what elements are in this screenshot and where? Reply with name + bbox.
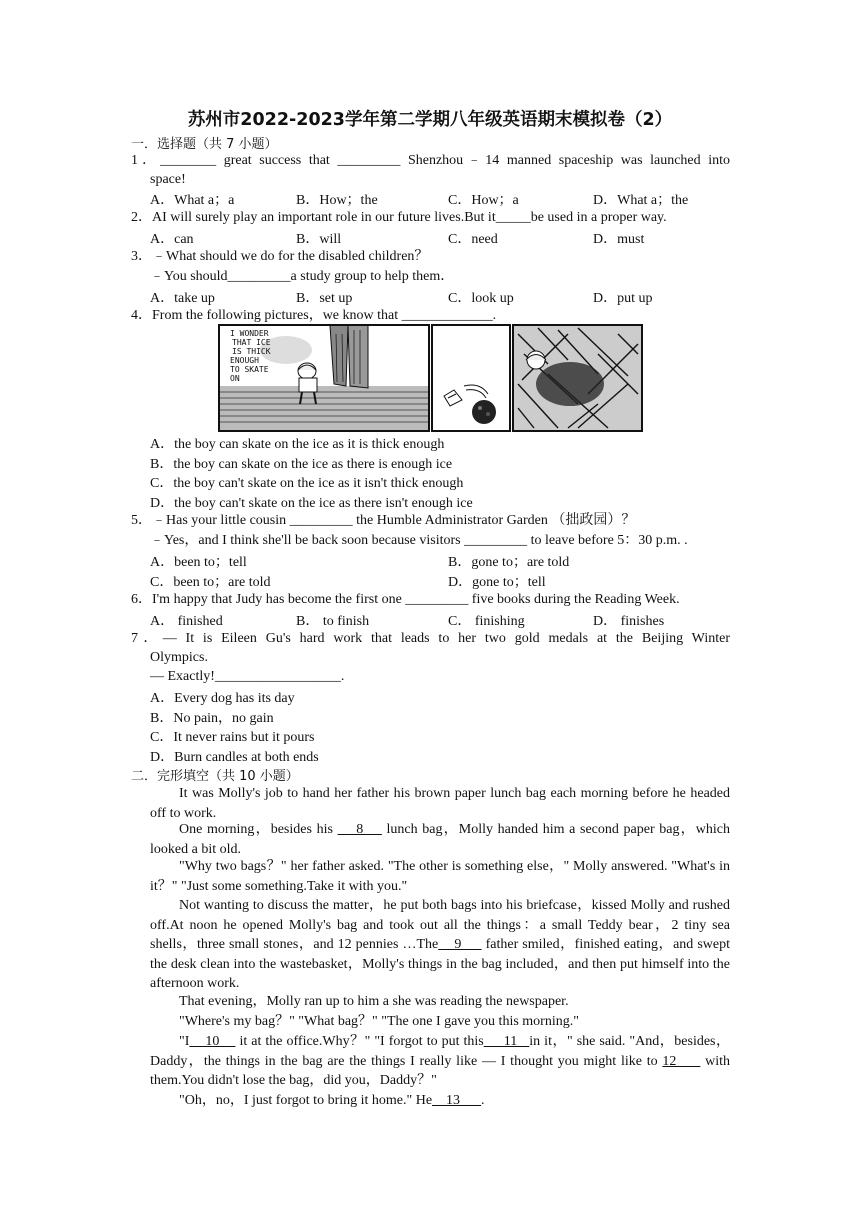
question-7-response: — Exactly!__________________. <box>150 669 345 684</box>
question-7-option-a: A．Every dog has its day <box>150 691 295 706</box>
question-4-option-d: D．the boy can't skate on the ice as there isn't enough ice <box>150 496 473 511</box>
blank-9: 9 <box>438 937 482 952</box>
question-5-option-c: C．been to；are told <box>150 575 271 590</box>
passage-paragraph-3: "Why two bags？" her father asked. "The other is something else，" Molly answered. "What's in it？" "Just some something.Take it with you." <box>150 859 730 894</box>
question-5-option-b: B．gone to；are told <box>448 555 570 570</box>
question-7-option-b: B．No pain，no gain <box>150 711 274 726</box>
question-2-stem: 2．AI will surely play an important role in our future lives.But it_____be used in a proper way. <box>131 210 667 225</box>
question-7-stem: 7．— It is Eileen Gu's hard work that leads to her two gold medals at the Beijing Winter <box>131 631 730 646</box>
question-3-stem: 3．﹣What should we do for the disabled children？ <box>131 249 429 264</box>
comic-panel-2 <box>432 325 510 431</box>
blank-13: 13 <box>432 1093 482 1108</box>
comic-text-line-3: IS THICK <box>232 347 271 356</box>
passage-paragraph-6: "Where's my bag？" "What bag？" "The one I gave you this morning." <box>179 1014 579 1029</box>
comic-strip-image <box>218 324 643 432</box>
question-6-option-a: A． finished <box>150 614 223 629</box>
blank-11: 11 <box>483 1034 530 1049</box>
question-6-option-c: C． finishing <box>448 614 525 629</box>
question-6-option-d: D． finishes <box>593 614 665 629</box>
comic-text-line-2: THAT ICE <box>232 338 271 347</box>
blank-10: 10 <box>189 1034 236 1049</box>
question-3-stem-cont: ﹣You should_________a study group to help them． <box>150 269 455 284</box>
question-1-stem-cont: space! <box>150 172 186 187</box>
question-1-option-d: D．What a；the <box>593 193 689 208</box>
exam-title: 苏州市2022-2023学年第二学期八年级英语期末模拟卷（2） <box>187 110 673 130</box>
question-2-option-c: C．need <box>448 232 498 247</box>
question-4-stem: 4．From the following pictures，we know that _____________. <box>131 308 497 323</box>
passage-paragraph-5: That evening，Molly ran up to him a she was reading the newspaper. <box>179 994 569 1009</box>
passage-paragraph-1: It was Molly's job to hand her father his brown paper lunch bag each morning before he headed off to work. <box>150 786 730 821</box>
comic-text-line-5: TO SKATE <box>230 365 269 374</box>
question-4-option-b: B．the boy can skate on the ice as there is enough ice <box>150 457 453 472</box>
comic-panel-3 <box>513 325 642 431</box>
blank-8: 8 <box>337 822 382 837</box>
passage-paragraph-8: "Oh，no，I just forgot to bring it home." He 13 . <box>179 1093 485 1108</box>
question-3-option-c: C．look up <box>448 291 514 306</box>
question-4-option-c: C．the boy can't skate on the ice as it isn't thick enough <box>150 476 464 491</box>
question-1-option-b: B．How；the <box>296 193 378 208</box>
question-2-option-a: A．can <box>150 232 194 247</box>
question-2-option-b: B．will <box>296 232 342 247</box>
question-5-stem: 5．﹣Has your little cousin _________ the Humble Administrator Garden （拙政园）？ <box>131 513 636 528</box>
question-7-stem-cont: Olympics. <box>150 650 208 665</box>
comic-text-line-1: I WONDER <box>230 329 269 338</box>
comic-panel-1 <box>219 325 429 431</box>
question-2-option-d: D．must <box>593 232 645 247</box>
question-5-option-a: A．been to；tell <box>150 555 247 570</box>
section-heading-cloze: 二．完形填空（共 10 小题） <box>131 769 299 784</box>
question-1-option-a: A．What a；a <box>150 193 235 208</box>
passage-paragraph-4: Not wanting to discuss the matter，he put both bags into his briefcase，kissed Molly and rushed off.At noon he opened Molly's bag and took out all the things：a small Teddy bear，2 tiny sea shells，three small stones，and 12 pennies …The 9 father smiled，finished eating，and swept the desk clean into the wastebasket，Molly's things in the bag included，and then put himself into the afternoon work. <box>150 898 730 991</box>
passage-paragraph-2: One morning，besides his 8 lunch bag，Molly handed him a second paper bag，which looked a bit old. <box>150 822 731 857</box>
question-6-stem: 6．I'm happy that Judy has become the first one _________ five books during the Reading Week. <box>131 592 680 607</box>
question-7-option-c: C．It never rains but it pours <box>150 730 315 745</box>
question-6-option-b: B． to finish <box>296 614 370 629</box>
question-4-option-a: A．the boy can skate on the ice as it is thick enough <box>150 437 445 452</box>
question-3-option-b: B．set up <box>296 291 353 306</box>
question-5-option-d: D．gone to；tell <box>448 575 546 590</box>
blank-12: 12 <box>662 1053 701 1069</box>
question-1-option-c: C．How；a <box>448 193 519 208</box>
question-1-stem: 1．________ great success that _________ Shenzhou﹣14 manned spaceship was launched into <box>131 153 730 168</box>
comic-text-line-4: ENOUGH <box>230 356 259 365</box>
passage-paragraph-7: "I 10 it at the office.Why？" "I forgot to put this 11 in it，" she said. "And，besides，Daddy，the things in the bag are the things I really like — I thought you might like to 12 with them.You didn't lose the bag，did you，Daddy？" <box>150 1034 730 1088</box>
question-3-option-d: D．put up <box>593 291 653 306</box>
question-5-stem-cont: ﹣Yes，and I think she'll be back soon because visitors _________ to leave before 5：30 p.m. . <box>150 533 688 548</box>
question-3-option-a: A．take up <box>150 291 215 306</box>
section-heading-choice: 一．选择题（共 7 小题） <box>131 137 278 152</box>
question-7-option-d: D．Burn candles at both ends <box>150 750 319 765</box>
comic-text-line-6: ON <box>230 374 240 383</box>
